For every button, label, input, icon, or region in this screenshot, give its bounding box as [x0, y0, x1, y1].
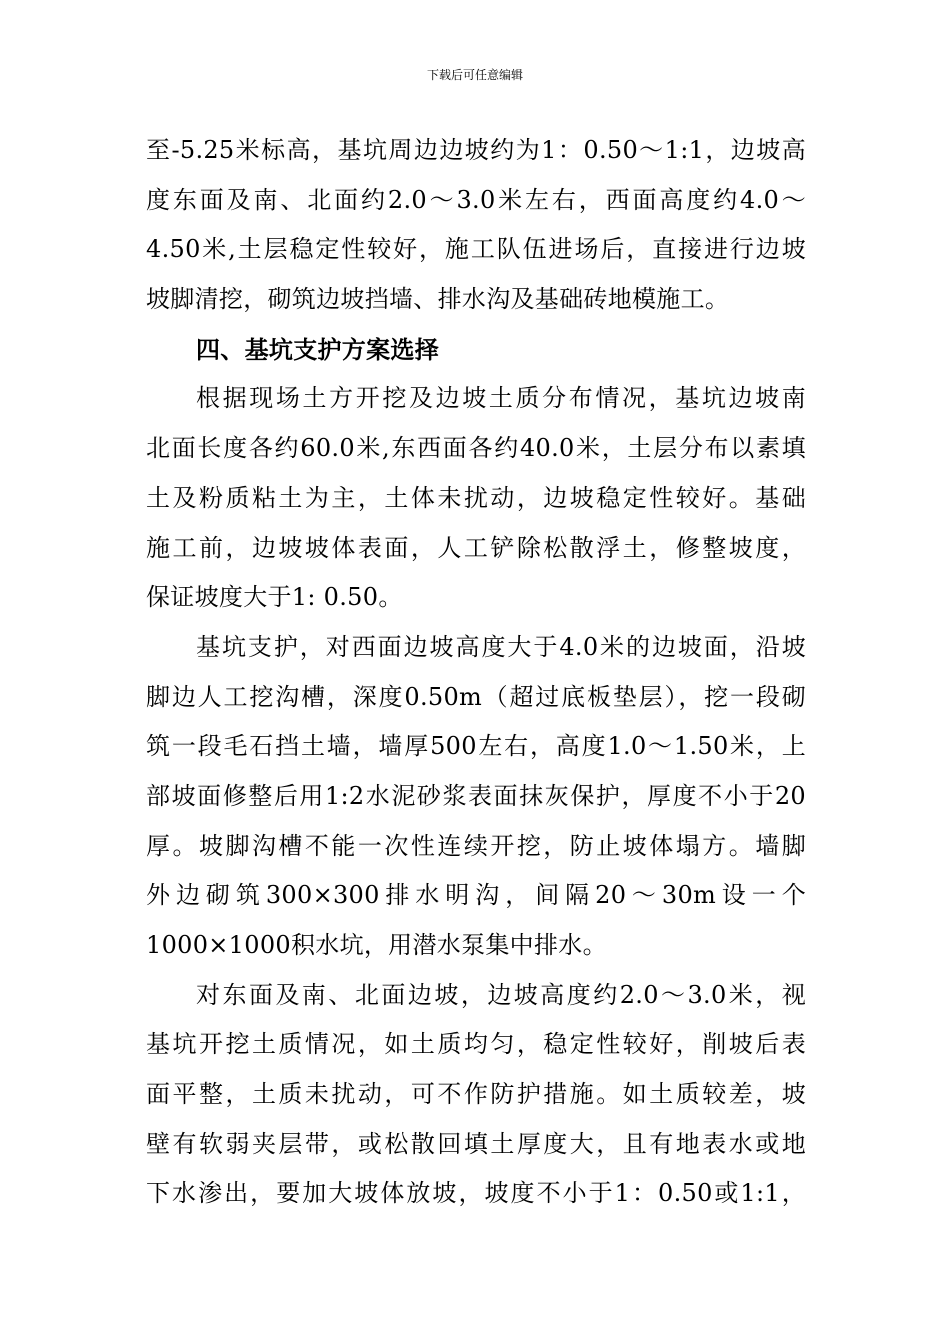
paragraph-line: 施工前，边坡坡体表面，人工铲除松散浮土，修整坡度，	[146, 533, 806, 562]
paragraph-line: 基坑开挖土质情况，如土质均匀，稳定性较好，削坡后表	[146, 1030, 806, 1059]
paragraph-line: 筑一段毛石挡土墙，墙厚500左右，高度1.0～1.50米，上	[146, 732, 806, 761]
paragraph-line: 根据现场土方开挖及边坡土质分布情况，基坑边坡南	[196, 384, 806, 413]
paragraph-line: 对东面及南、北面边坡，边坡高度约2.0～3.0米，视	[196, 980, 806, 1009]
paragraph-line: 1000×1000积水坑，用潜水泵集中排水。	[146, 931, 607, 959]
paragraph-line: 壁有软弱夹层带，或松散回填土厚度大，且有地表水或地	[146, 1129, 806, 1158]
paragraph-line: 4.50米,土层稳定性较好，施工队伍进场后，直接进行边坡	[146, 235, 806, 264]
paragraph-line: 北面长度各约60.0米,东西面各约40.0米，土层分布以素填	[146, 434, 806, 463]
paragraph-line: 面平整，土质未扰动，可不作防护措施。如土质较差，坡	[146, 1080, 806, 1109]
paragraph-line: 外边砌筑300×300排水明沟，间隔20～30m设一个	[146, 881, 806, 910]
section-heading: 四、基坑支护方案选择	[196, 334, 439, 364]
paragraph-line: 厚。坡脚沟槽不能一次性连续开挖，防止坡体塌方。墙脚	[146, 831, 806, 860]
paragraph-line: 下水渗出，要加大坡体放坡，坡度不小于1：0.50或1:1，	[146, 1179, 806, 1208]
paragraph-line: 度东面及南、北面约2.0～3.0米左右，西面高度约4.0～	[146, 185, 806, 214]
paragraph-line: 保证坡度大于1: 0.50。	[146, 583, 403, 612]
paragraph-line: 脚边人工挖沟槽，深度0.50m（超过底板垫层），挖一段砌	[146, 682, 806, 711]
body-text	[146, 126, 806, 1219]
paragraph-line: 坡脚清挖，砌筑边坡挡墙、排水沟及基础砖地模施工。	[146, 285, 730, 314]
paragraph-line: 基坑支护，对西面边坡高度大于4.0米的边坡面，沿坡	[196, 632, 806, 661]
paragraph-line: 至-5.25米标高，基坑周边边坡约为1：0.50～1:1，边坡高	[146, 136, 806, 164]
paragraph-line: 土及粉质粘土为主，土体未扰动，边坡稳定性较好。基础	[146, 483, 806, 512]
page-header: 下载后可任意编辑	[426, 68, 523, 82]
paragraph-line: 部坡面修整后用1:2水泥砂浆表面抹灰保护，厚度不小于20	[146, 781, 806, 810]
